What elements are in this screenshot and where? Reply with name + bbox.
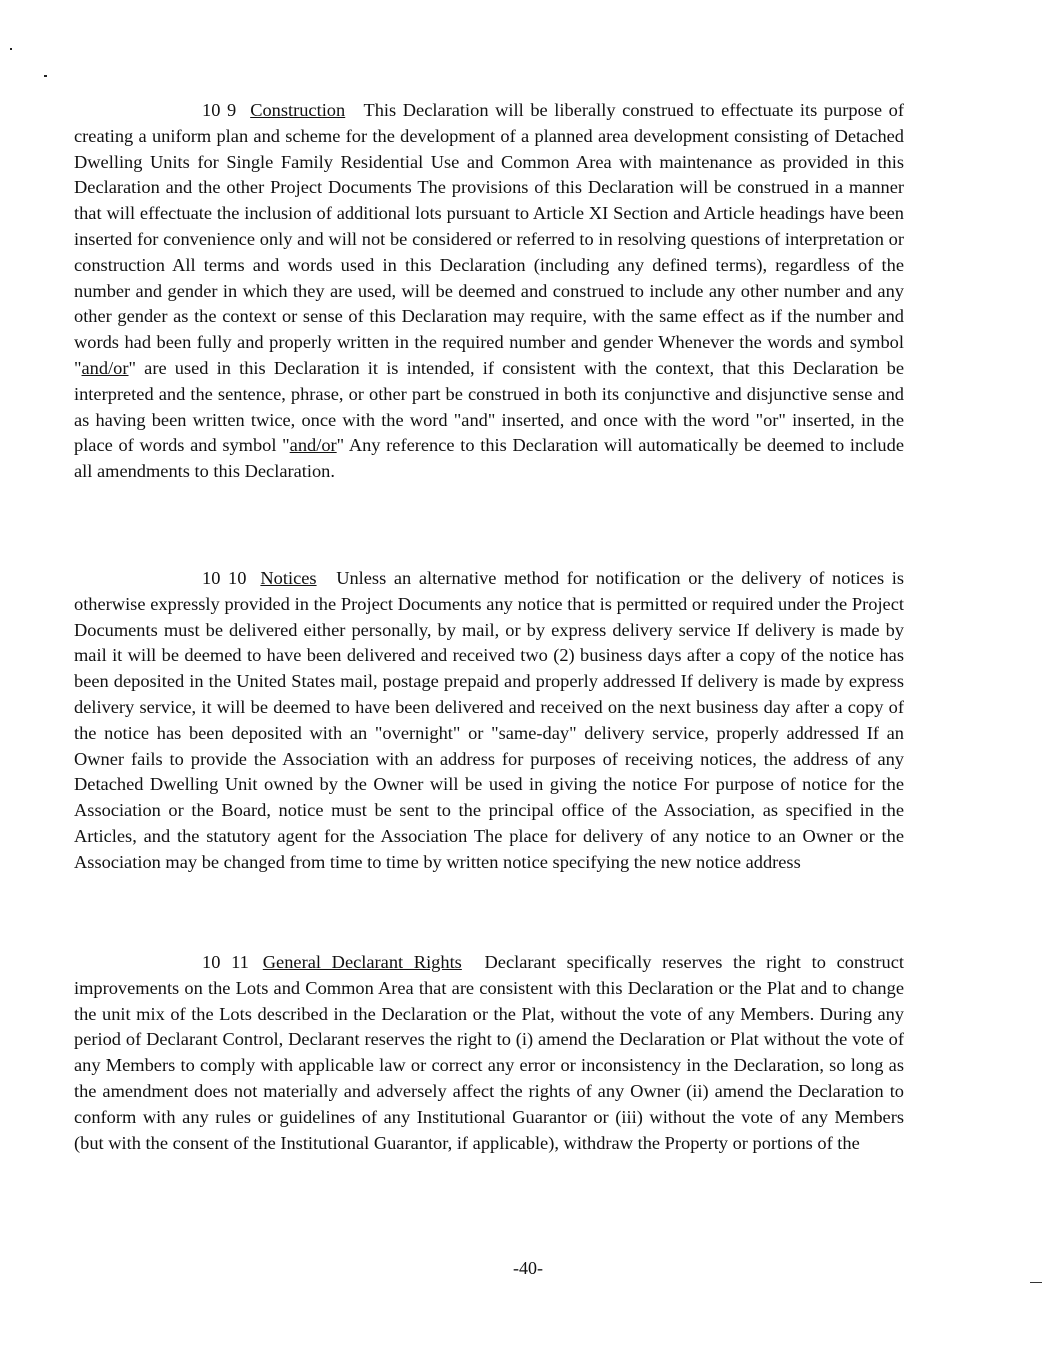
paragraph-text: This Declaration will be liberally construed to effectuate its purpose of creating a uniform plan and scheme for the development of a planned area development consisting of Detached Dwelling Units for Single Family Residential Use and Common Area with maintenance as provided in this Declaration and the other Project Documents The provisions of this Declaration will be construed in a manner that will effectuate the inclusion of additional lots pursuant to Article XI Section and Article headings have been inserted for convenience only and will not be considered or referred to in resolving questions of interpretation or construction All terms and words used in this Declaration (including any defined terms), regardless of the number and gender in which they are used, will be deemed and construed to include any other number and any other gender as the context or sense of this Declaration may require, with the same effect as if the number and words had been fully and properly written in the required number and gender Whenever the words and symbol "	[74, 100, 905, 378]
section-number: 10 11	[202, 952, 249, 972]
scan-speck	[10, 48, 12, 50]
paragraph-text: Declarant specifically reserves the right to construct improvements on the Lots and Common Area that are consistent with this Declaration or the Plat and to change the unit mix of the Lots described in the Declaration or the Plat, without the vote of any Members. During any period of Declarant Control, Declarant reserves the right to (i) amend the Declaration or Plat without the vote of any Members to comply with applicable law or correct any error or inconsistency in the Declaration, so long as the amendment does not materially and adversely affect the rights of any Owner (ii) amend the Declaration to conform with any rules or guidelines of any Institutional Guarantor or (iii) without the vote of any Members (but with the consent of the Institutional Guarantor, if applicable), withdraw the Property or portions of the	[74, 952, 904, 1153]
andor-term: and/or	[81, 357, 129, 378]
page-number: -40-	[513, 1258, 543, 1278]
section-title: Notices	[260, 568, 317, 588]
section-title: General Declarant Rights	[262, 952, 462, 972]
paragraph-text: Unless an alternative method for notification or the delivery of notices is otherwise expressly provided in the Project Documents any notice that is permitted or required under the Project Documents must be delivered either personally, by mail, or by express delivery service If delivery is made by mail it will be deemed to have been delivered and received two (2) business days after a copy of the notice has been deposited in the United States mail, postage prepaid and properly addressed If delivery is made by express delivery service, it will be deemed to have been delivered and received on the next business day after a copy of the notice has been deposited with an "overnight" or "same-day" delivery service, properly addressed If an Owner fails to provide the Association with an address for purposes of receiving notices, the address of any Detached Dwelling Unit owned by the Owner will be used in giving the notice For purpose of notice for the Association or the Board, notice must be sent to the principal office of the Association, as specified in the Articles, and the statutory agent for the Association The place for delivery of any notice to an Owner or the Association may be changed from time to time by written notice specifying the new notice address	[74, 568, 904, 872]
section-10-11-paragraph	[74, 950, 904, 1156]
scan-margin-mark	[1030, 1282, 1042, 1283]
scan-speck	[44, 75, 47, 77]
section-10-9-paragraph	[74, 98, 904, 485]
section-number: 10 9	[202, 100, 237, 120]
section-title: Construction	[250, 100, 346, 120]
section-10-10-paragraph	[74, 566, 904, 876]
paragraph-text: " Any reference to this Declaration will automatically be deemed to include all amendments to this Declaration.	[74, 435, 904, 482]
section-number: 10 10	[202, 568, 247, 588]
paragraph-text: " are used in this Declaration it is intended, if consistent with the context, that this Declaration be interpreted and the sentence, phrase, or other part be construed in both its conjunctive and disjunctive sense and as having been written twice, once with the word "and" inserted, and once with the word "or" inserted, in the place of words and symbol "	[74, 357, 904, 456]
andor-term: and/or	[289, 435, 337, 456]
